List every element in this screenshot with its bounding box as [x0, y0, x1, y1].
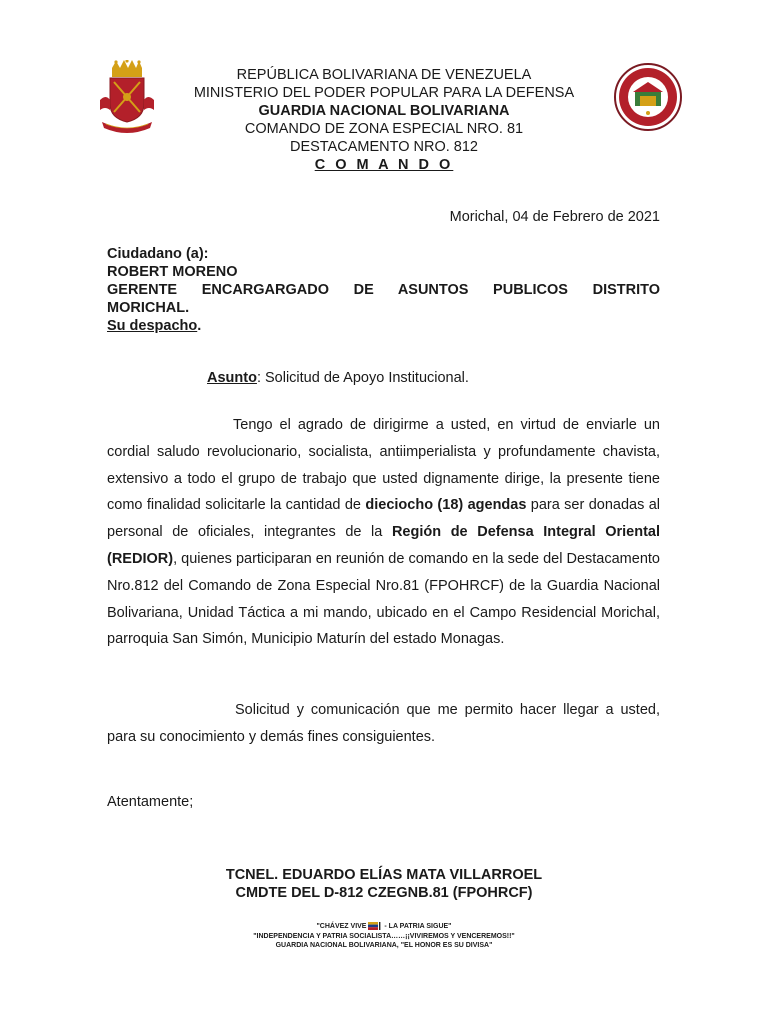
subject-line	[207, 370, 469, 386]
footer-line-1a: "CHÁVEZ VIVE	[316, 923, 367, 930]
letterhead	[150, 66, 618, 174]
closing-text: Atentamente;	[107, 794, 194, 810]
recipient-role-cont: MORICHAL.	[107, 300, 190, 316]
footer-line-1b: - LA PATRIA SIGUE"	[384, 923, 452, 930]
footer-line-1	[180, 922, 588, 932]
body-p1-bold-agendas: dieciocho (18) agendas	[365, 497, 527, 514]
header-republic: REPÚBLICA BOLIVARIANA DE VENEZUELA	[236, 67, 532, 83]
recipient-role: GERENTE ENCARGARGADO DE ASUNTOS PUBLICOS DISTRITO	[107, 282, 660, 298]
recipient-salutation: Ciudadano (a):	[107, 246, 209, 262]
signature-block	[100, 866, 668, 902]
footer-line-2: "INDEPENDENCIA Y PATRIA SOCIALISTA……¡¡VIVIREMOS Y VENCEREMOS!!"	[253, 932, 515, 940]
header-guard: GUARDIA NACIONAL BOLIVARIANA	[258, 103, 510, 119]
body-p1-part-b: para ser donadas al personal de oficiales, integrantes de la	[107, 497, 660, 541]
despacho-label: Su despacho	[107, 318, 198, 334]
body-p1-part-c: , quienes participaran en reunión de comando en la sede del Destacamento Nro.812 del Comando de Zona Especial Nro.81 (FPOHRCF) de la Guardia Nacional Bolivariana, Unidad Táctica a mi mando, ubicado en el Campo Residencial Morichal, parroquia San Simón, Municipio Maturín del estado Monagas.	[107, 550, 660, 648]
recipient-despacho	[107, 317, 660, 335]
unit-seal-icon	[613, 62, 683, 132]
recipient-name: ROBERT MORENO	[107, 264, 238, 280]
header-comando: C O M A N D O	[314, 157, 454, 173]
recipient-block	[107, 245, 660, 335]
footer-slogans	[180, 922, 588, 951]
subject-text: : Solicitud de Apoyo Institucional.	[256, 370, 469, 386]
despacho-dot: .	[197, 318, 202, 334]
header-zone-command: COMANDO DE ZONA ESPECIAL NRO. 81	[244, 121, 524, 137]
gnb-crest-icon	[98, 60, 156, 136]
subject-label: Asunto	[207, 370, 257, 386]
header-detachment: DESTACAMENTO NRO. 812	[289, 139, 478, 155]
signature-name: TCNEL. EDUARDO ELÍAS MATA VILLARROEL	[225, 867, 543, 883]
flag-icon	[368, 922, 382, 930]
body-p1-part-a: Tengo el agrado de dirigirme a usted, en virtud de enviarle un cordial saludo revolucionario, socialista, antiimperialista y profundamente chavista, extensivo a todo el grupo de trabajo que usted dignamente dirige, la presente tiene como finalidad solicitarle la cantidad de	[107, 417, 660, 514]
body-p2-text: Solicitud y comunicación que me permito hacer llegar a usted, para su conocimiento y demás fines consiguientes.	[107, 702, 660, 745]
header-ministry: MINISTERIO DEL PODER POPULAR PARA LA DEFENSA	[193, 85, 575, 101]
body-p1-bold-region: Región de Defensa Integral Oriental (REDIOR)	[107, 524, 661, 567]
body-paragraph-2	[107, 697, 660, 751]
footer-line-3: GUARDIA NACIONAL BOLIVARIANA, "EL HONOR ES SU DIVISA"	[275, 942, 493, 949]
signature-title: CMDTE DEL D-812 CZEGNB.81 (FPOHRCF)	[235, 885, 533, 901]
letter-date: Morichal, 04 de Febrero de 2021	[449, 209, 660, 225]
body-paragraph-1	[107, 412, 660, 653]
